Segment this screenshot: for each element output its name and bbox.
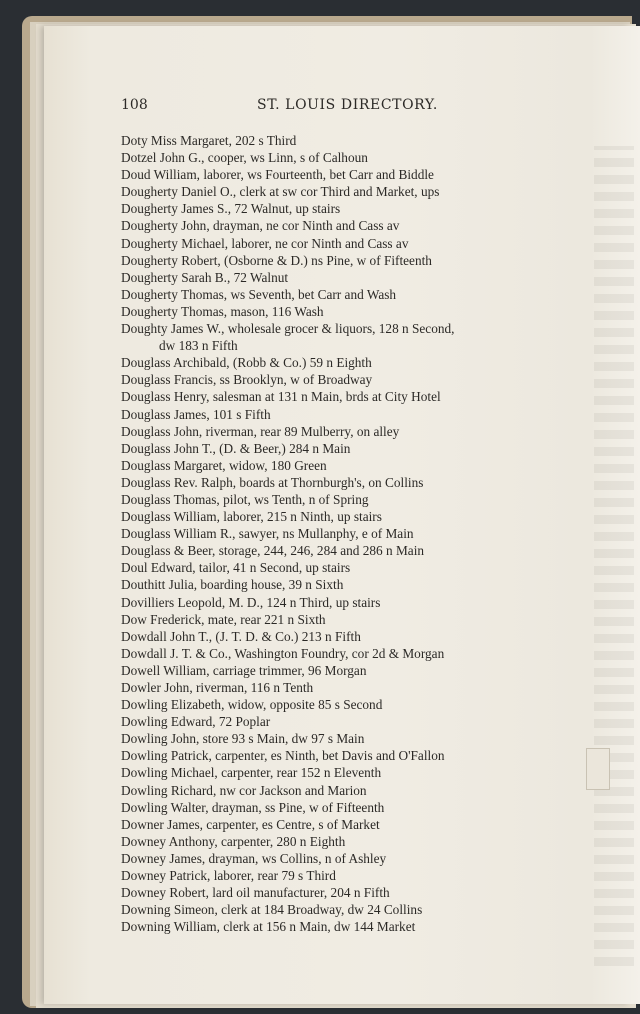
entry-text: Dowling Patrick, carpenter, es Ninth, bet Davis and O'Fallon — [121, 748, 445, 764]
entry-text: Douglass Archibald, (Robb & Co.) 59 n Eighth — [121, 355, 372, 371]
entry-text: Dow Frederick, mate, rear 221 n Sixth — [121, 611, 326, 627]
directory-entry — [121, 235, 576, 252]
entry-text: Doud William, laborer, ws Fourteenth, bet Carr and Biddle — [121, 167, 434, 183]
entry-text: Douglass Margaret, widow, 180 Green — [121, 457, 327, 473]
entry-text: Doughty James W., wholesale grocer & liquors, 128 n Second, — [121, 321, 455, 337]
directory-entry — [121, 252, 576, 269]
entry-text: Dotzel John G., cooper, ws Linn, s of Calhoun — [121, 150, 368, 166]
entry-text: Doul Edward, tailor, 41 n Second, up stairs — [121, 560, 351, 576]
entry-text: Douglass & Beer, storage, 244, 246, 284 and 286 n Main — [121, 543, 425, 559]
directory-entry — [121, 764, 576, 781]
entry-text: Downing Simeon, clerk at 184 Broadway, dw 24 Collins — [121, 902, 423, 918]
entry-text: Dougherty Sarah B., 72 Walnut — [121, 269, 289, 285]
entry-text: Downey Robert, lard oil manufacturer, 204 n Fifth — [121, 885, 390, 901]
directory-entries — [121, 132, 576, 935]
directory-entry — [121, 457, 576, 474]
entry-text: Dougherty Robert, (Osborne & D.) ns Pine, w of Fifteenth — [121, 252, 432, 268]
directory-entry — [121, 611, 576, 628]
directory-entry — [121, 200, 576, 217]
directory-entry — [121, 867, 576, 884]
entry-text: Douglass Rev. Ralph, boards at Thornburgh's, on Collins — [121, 474, 424, 490]
entry-text: Downey Patrick, laborer, rear 79 s Third — [121, 868, 336, 884]
directory-entry — [121, 217, 576, 234]
entry-text: Downer James, carpenter, es Centre, s of Market — [121, 816, 380, 832]
directory-entry — [121, 508, 576, 525]
entry-text: Dowling Elizabeth, widow, opposite 85 s Second — [121, 697, 383, 713]
entry-text: Dowling John, store 93 s Main, dw 97 s Main — [121, 731, 365, 747]
directory-entry — [121, 525, 576, 542]
entry-text: Douglass William R., sawyer, ns Mullanphy, e of Main — [121, 526, 414, 542]
entry-text: Douglass James, 101 s Fifth — [121, 406, 271, 422]
directory-entry — [121, 406, 576, 423]
directory-entry — [121, 354, 576, 371]
directory-entry — [121, 696, 576, 713]
entry-text: Dowell William, carriage trimmer, 96 Morgan — [121, 662, 367, 678]
entry-text: Dougherty John, drayman, ne cor Ninth and Cass av — [121, 218, 400, 234]
directory-entry — [121, 884, 576, 901]
entry-continuation: dw 183 n Fifth — [159, 338, 238, 354]
entry-text: Dougherty Michael, laborer, ne cor Ninth and Cass av — [121, 235, 409, 251]
directory-entry — [121, 662, 576, 679]
page-header — [121, 97, 561, 121]
entry-text: Dowdall John T., (J. T. D. & Co.) 213 n Fifth — [121, 628, 361, 644]
entry-text: Douglass John, riverman, rear 89 Mulberry, on alley — [121, 423, 400, 439]
directory-entry — [121, 782, 576, 799]
entry-text: Dowling Richard, nw cor Jackson and Marion — [121, 782, 367, 798]
directory-entry — [121, 423, 576, 440]
directory-entry — [121, 303, 576, 320]
entry-text: Dowdall J. T. & Co., Washington Foundry, cor 2d & Morgan — [121, 645, 445, 661]
directory-entry — [121, 730, 576, 747]
directory-entry — [121, 149, 576, 166]
entry-text: Douthitt Julia, boarding house, 39 n Sixth — [121, 577, 344, 593]
page-number: 108 — [121, 97, 148, 113]
directory-entry — [121, 269, 576, 286]
directory-entry — [121, 850, 576, 867]
directory-entry — [121, 645, 576, 662]
directory-entry — [121, 474, 576, 491]
directory-entry — [121, 559, 576, 576]
entry-text: Dougherty James S., 72 Walnut, up stairs — [121, 201, 341, 217]
directory-entry — [121, 799, 576, 816]
directory-entry — [121, 183, 576, 200]
entry-text: Downey James, drayman, ws Collins, n of Ashley — [121, 850, 387, 866]
entry-text: Dowling Michael, carpenter, rear 152 n Eleventh — [121, 765, 382, 781]
directory-entry — [121, 388, 576, 405]
entry-text: Dougherty Thomas, ws Seventh, bet Carr and Wash — [121, 286, 397, 302]
directory-entry — [121, 918, 576, 935]
entry-text: Douglass Thomas, pilot, ws Tenth, n of Spring — [121, 491, 369, 507]
directory-entry — [121, 679, 576, 696]
directory-entry — [121, 628, 576, 645]
entry-text: Dougherty Daniel O., clerk at sw cor Third and Market, ups — [121, 184, 440, 200]
entry-text: Douglass John T., (D. & Beer,) 284 n Main — [121, 440, 351, 456]
entry-text: Downing William, clerk at 156 n Main, dw 144 Market — [121, 919, 416, 935]
page-tab-mark — [586, 748, 610, 790]
entry-text: Doty Miss Margaret, 202 s Third — [121, 133, 297, 148]
directory-entry — [121, 594, 576, 611]
entry-text: Dowling Edward, 72 Poplar — [121, 714, 271, 730]
directory-entry — [121, 816, 576, 833]
entry-text: Dowler John, riverman, 116 n Tenth — [121, 680, 314, 695]
directory-entry — [121, 132, 576, 149]
directory-entry — [121, 542, 576, 559]
entry-text: Douglass Francis, ss Brooklyn, w of Broadway — [121, 372, 373, 388]
directory-entry — [121, 747, 576, 764]
entry-text: Douglass William, laborer, 215 n Ninth, up stairs — [121, 509, 382, 525]
entry-text: Dovilliers Leopold, M. D., 124 n Third, up stairs — [121, 594, 381, 610]
entry-text: Dougherty Thomas, mason, 116 Wash — [121, 303, 324, 319]
directory-entry — [121, 371, 576, 388]
directory-entry — [121, 576, 576, 593]
entry-text: Downey Anthony, carpenter, 280 n Eighth — [121, 833, 346, 849]
running-title: ST. LOUIS DIRECTORY. — [257, 97, 438, 113]
entry-text: Dowling Walter, drayman, ss Pine, w of Fifteenth — [121, 799, 385, 815]
entry-text: Douglass Henry, salesman at 131 n Main, brds at City Hotel — [121, 389, 441, 405]
directory-entry — [121, 833, 576, 850]
directory-entry — [121, 491, 576, 508]
directory-entry — [121, 901, 576, 918]
bleed-through-text — [594, 146, 634, 966]
facing-page-edge — [590, 26, 640, 1004]
directory-entry — [121, 713, 576, 730]
directory-entry — [121, 286, 576, 303]
directory-entry — [121, 440, 576, 457]
directory-entry — [121, 166, 576, 183]
directory-entry — [121, 320, 576, 354]
